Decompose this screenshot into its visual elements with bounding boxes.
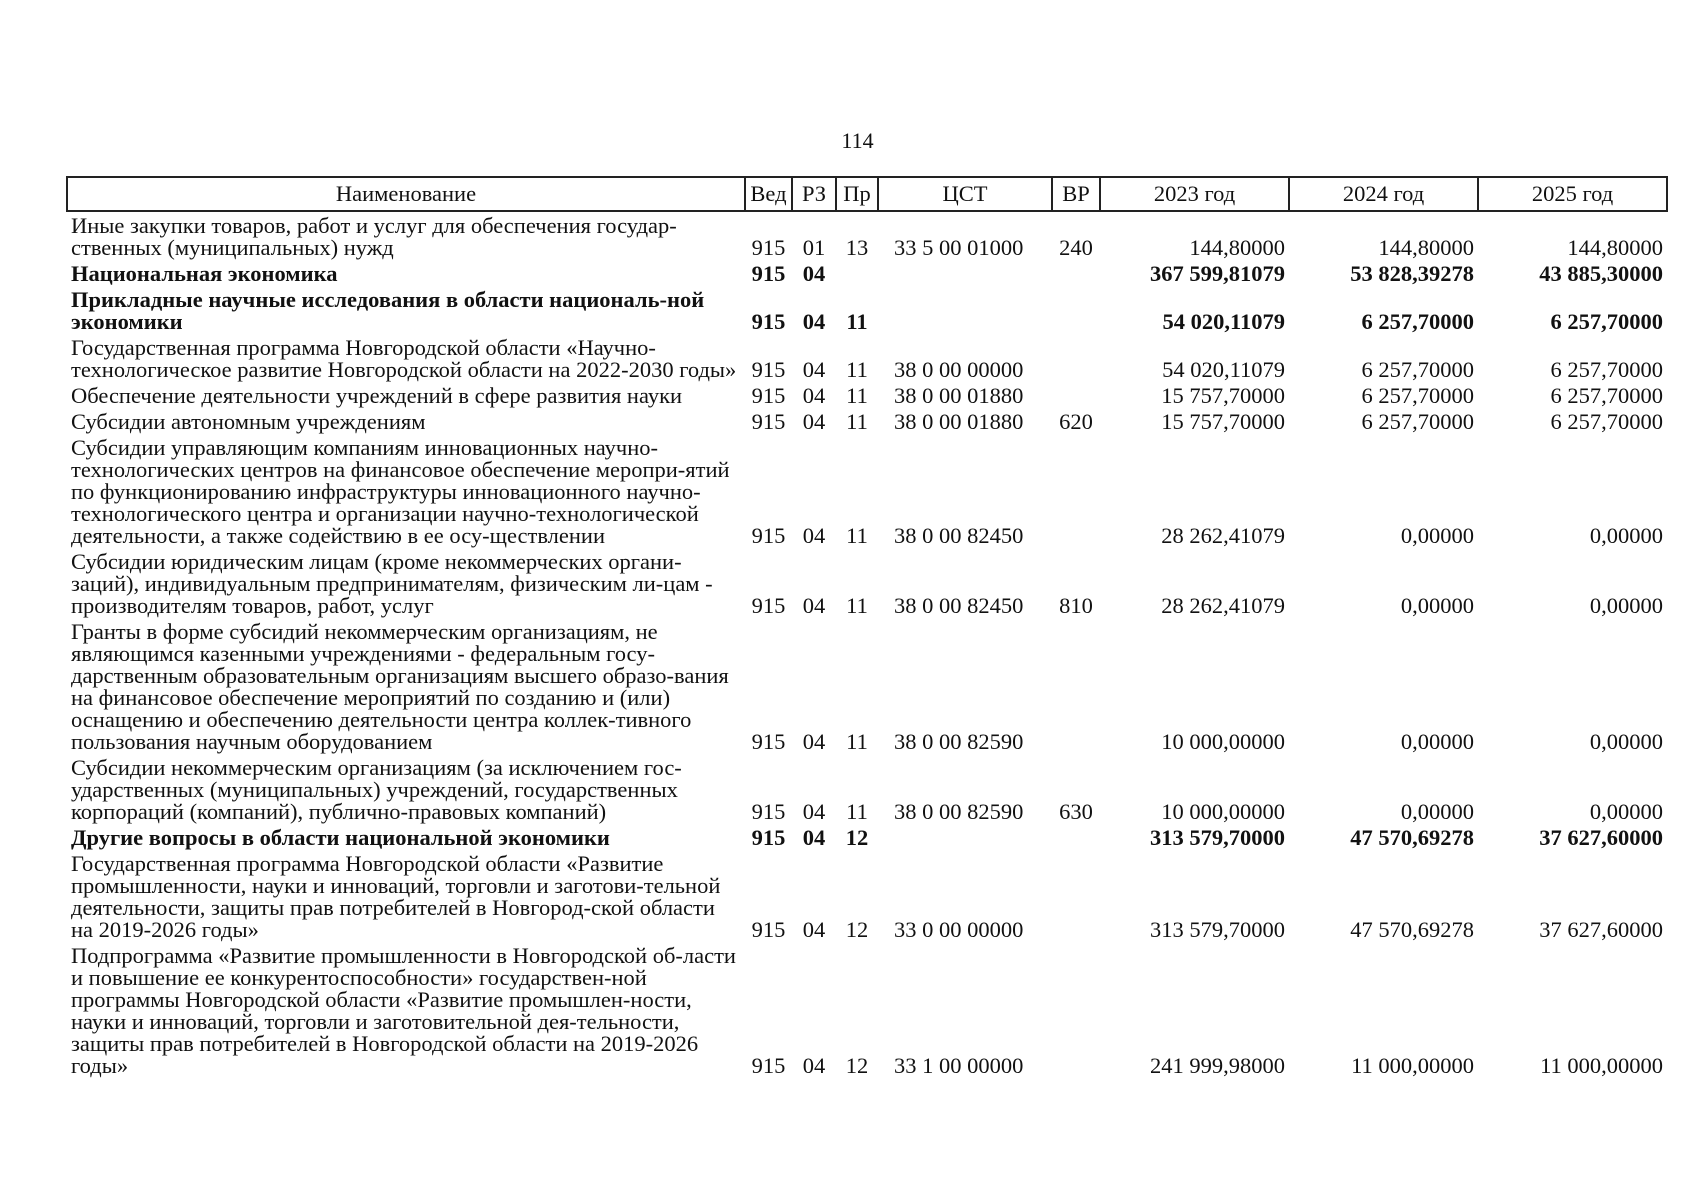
header-vr: ВР <box>1052 177 1100 211</box>
cell-ved: 915 <box>751 523 786 548</box>
cell-pr: 11 <box>846 409 868 434</box>
cell-vr <box>1052 618 1100 754</box>
cell-pr: 11 <box>846 523 868 548</box>
cell-pr: 12 <box>845 1053 869 1078</box>
cell-ved: 915 <box>751 357 786 382</box>
cell-cst: 38 0 00 82590 <box>894 729 1024 754</box>
cell-2024: 6 257,70000 <box>1361 409 1474 434</box>
cell-2023: 241 999,98000 <box>1150 1053 1285 1078</box>
cell-ved: 915 <box>751 409 786 434</box>
cell-2025: 0,00000 <box>1589 799 1663 824</box>
table-row <box>67 211 1667 260</box>
cell-name: Прикладные научные исследования в области националь-ной экономики <box>71 287 705 334</box>
cell-pr: 11 <box>846 729 868 754</box>
cell-ved: 915 <box>751 917 786 942</box>
header-rz: РЗ <box>792 177 836 211</box>
cell-vr <box>1052 334 1100 382</box>
cell-vr: 630 <box>1059 799 1093 824</box>
cell-2024: 47 570,69278 <box>1350 917 1474 942</box>
header-2025: 2025 год <box>1478 177 1667 211</box>
cell-ved: 915 <box>751 261 786 286</box>
cell-2025: 0,00000 <box>1589 523 1663 548</box>
cell-2025: 37 627,60000 <box>1539 917 1663 942</box>
table-row <box>67 548 1667 618</box>
cell-ved: 915 <box>751 799 786 824</box>
cell-cst: 38 0 00 82590 <box>894 799 1024 824</box>
cell-ved: 915 <box>751 235 786 260</box>
table-row <box>67 618 1667 754</box>
cell-name: Обеспечение деятельности учреждений в сфере развития науки <box>71 383 683 408</box>
cell-cst <box>878 286 1052 334</box>
cell-rz: 04 <box>802 917 826 942</box>
cell-name: Национальная экономика <box>71 261 338 286</box>
cell-ved: 915 <box>751 825 786 850</box>
cell-name: Государственная программа Новгородской области «Научно-технологическое развитие Новгородской области на 2022-2030 годы» <box>71 335 737 382</box>
header-name: Наименование <box>67 177 745 211</box>
cell-cst: 38 0 00 01880 <box>894 383 1024 408</box>
cell-vr <box>1052 824 1100 850</box>
cell-pr: 13 <box>845 235 869 260</box>
cell-2023: 367 599,81079 <box>1150 261 1285 286</box>
cell-2025: 6 257,70000 <box>1550 409 1663 434</box>
cell-2023: 313 579,70000 <box>1150 917 1285 942</box>
cell-cst: 33 0 00 00000 <box>894 917 1024 942</box>
cell-name: Подпрограмма «Развитие промышленности в Новгородской об-ласти и повышение ее конкурентоспособности» государствен-ной программы Новгородской области «Развитие промышлен-ности, науки и инноваций, торговли и заготовительной дея-тельности, защиты прав потребителей в Новгородской области на 2019-2026 годы» <box>71 943 736 1078</box>
cell-2025: 11 000,00000 <box>1540 1053 1663 1078</box>
cell-rz: 04 <box>802 825 826 850</box>
cell-rz: 04 <box>802 523 826 548</box>
cell-rz: 04 <box>802 409 826 434</box>
cell-cst <box>878 260 1052 286</box>
cell-2025: 43 885,30000 <box>1539 261 1663 286</box>
cell-pr: 11 <box>846 383 868 408</box>
cell-rz: 04 <box>802 799 826 824</box>
cell-ved: 915 <box>751 383 786 408</box>
cell-name: Субсидии некоммерческим организациям (за исключением гос-ударственных (муниципальных) учреждений, государственных корпораций (компаний), публично-правовых компаний) <box>71 755 682 824</box>
header-2023: 2023 год <box>1100 177 1289 211</box>
cell-vr <box>1052 260 1100 286</box>
cell-2023: 313 579,70000 <box>1150 825 1285 850</box>
cell-ved: 915 <box>751 593 786 618</box>
cell-2023: 15 757,70000 <box>1161 383 1285 408</box>
cell-2025: 144,80000 <box>1567 235 1663 260</box>
cell-name: Субсидии юридическим лицам (кроме некоммерческих органи-заций), индивидуальным предпринимателям, физическим ли-цам - производителям товаров, работ, услуг <box>71 549 713 618</box>
cell-2024: 6 257,70000 <box>1361 309 1474 334</box>
cell-ved: 915 <box>751 729 786 754</box>
table-body <box>67 211 1667 1078</box>
cell-cst: 38 0 00 00000 <box>894 357 1024 382</box>
header-ved: Вед <box>745 177 792 211</box>
cell-2024: 0,00000 <box>1400 729 1474 754</box>
cell-vr <box>1052 942 1100 1078</box>
cell-2023: 28 262,41079 <box>1161 593 1285 618</box>
table-row <box>67 382 1667 408</box>
cell-name: Субсидии управляющим компаниям инновационных научно-технологических центров на финансовое обеспечение меропри-ятий по функционированию инфраструктуры инновационного научно-технологического центра и организации научно-технологической деятельности, а также содействию в ее осу-ществлении <box>71 435 730 548</box>
table-header <box>67 177 1667 211</box>
cell-cst <box>878 824 1052 850</box>
table-row <box>67 260 1667 286</box>
cell-pr: 11 <box>846 309 868 334</box>
cell-rz: 04 <box>802 1053 826 1078</box>
cell-cst: 38 0 00 82450 <box>894 593 1024 618</box>
cell-2025: 6 257,70000 <box>1550 383 1663 408</box>
cell-rz: 01 <box>802 235 826 260</box>
cell-rz: 04 <box>802 357 826 382</box>
cell-rz: 04 <box>802 593 826 618</box>
cell-cst: 33 1 00 00000 <box>894 1053 1024 1078</box>
cell-pr <box>836 260 878 286</box>
cell-vr <box>1052 382 1100 408</box>
header-pr: Пр <box>836 177 878 211</box>
table-row <box>67 286 1667 334</box>
cell-2023: 10 000,00000 <box>1161 729 1285 754</box>
cell-rz: 04 <box>802 729 826 754</box>
header-2024: 2024 год <box>1289 177 1478 211</box>
cell-vr: 620 <box>1059 409 1093 434</box>
cell-2024: 11 000,00000 <box>1351 1053 1474 1078</box>
page-number: 114 <box>841 128 874 153</box>
cell-name: Иные закупки товаров, работ и услуг для обеспечения государ-ственных (муниципальных) нужд <box>71 213 677 260</box>
cell-ved: 915 <box>751 1053 786 1078</box>
table-row <box>67 942 1667 1078</box>
cell-2024: 53 828,39278 <box>1350 261 1474 286</box>
cell-pr: 11 <box>846 593 868 618</box>
cell-cst: 38 0 00 01880 <box>894 409 1024 434</box>
table-row <box>67 334 1667 382</box>
cell-cst: 38 0 00 82450 <box>894 523 1024 548</box>
cell-2025: 37 627,60000 <box>1539 825 1663 850</box>
header-cst: ЦСТ <box>878 177 1052 211</box>
cell-vr <box>1052 850 1100 942</box>
cell-pr: 11 <box>846 357 868 382</box>
table-row <box>67 850 1667 942</box>
cell-2024: 47 570,69278 <box>1350 825 1474 850</box>
cell-vr <box>1052 286 1100 334</box>
cell-2023: 10 000,00000 <box>1161 799 1285 824</box>
cell-2023: 54 020,11079 <box>1162 357 1285 382</box>
cell-2023: 54 020,11079 <box>1162 309 1285 334</box>
cell-2025: 6 257,70000 <box>1550 309 1663 334</box>
table-row <box>67 434 1667 548</box>
budget-table <box>66 176 1668 1078</box>
cell-2024: 6 257,70000 <box>1361 383 1474 408</box>
cell-2025: 0,00000 <box>1589 729 1663 754</box>
cell-cst: 33 5 00 01000 <box>894 235 1024 260</box>
cell-rz: 04 <box>802 383 826 408</box>
cell-2024: 0,00000 <box>1400 799 1474 824</box>
cell-ved: 915 <box>751 309 786 334</box>
cell-vr <box>1052 434 1100 548</box>
cell-name: Субсидии автономным учреждениям <box>71 409 426 434</box>
cell-2024: 0,00000 <box>1400 593 1474 618</box>
cell-vr: 240 <box>1059 235 1093 260</box>
cell-rz: 04 <box>802 261 826 286</box>
cell-pr: 11 <box>846 799 868 824</box>
cell-vr: 810 <box>1059 593 1093 618</box>
cell-pr: 12 <box>845 917 869 942</box>
cell-rz: 04 <box>802 309 826 334</box>
cell-2023: 144,80000 <box>1189 235 1285 260</box>
table-row <box>67 408 1667 434</box>
table-row <box>67 754 1667 824</box>
cell-2023: 28 262,41079 <box>1161 523 1285 548</box>
cell-pr: 12 <box>845 825 869 850</box>
cell-2024: 6 257,70000 <box>1361 357 1474 382</box>
cell-2024: 0,00000 <box>1400 523 1474 548</box>
cell-name: Государственная программа Новгородской области «Развитие промышленности, науки и инноваций, торговли и заготови-тельной деятельности, защиты прав потребителей в Новгород-ской области на 2019-2026 годы» <box>71 851 721 942</box>
cell-name: Другие вопросы в области национальной экономики <box>71 825 610 850</box>
cell-2025: 6 257,70000 <box>1550 357 1663 382</box>
cell-name: Гранты в форме субсидий некоммерческим организациям, не являющимся казенными учреждениями - федеральным госу-дарственным образовательным организациям высшего образо-вания на финансовое обеспечение мероприятий по созданию и (или) оснащению и обеспечению деятельности центра коллек-тивного пользования научным оборудованием <box>71 619 729 754</box>
cell-2023: 15 757,70000 <box>1161 409 1285 434</box>
table-row <box>67 824 1667 850</box>
cell-2025: 0,00000 <box>1589 593 1663 618</box>
cell-2024: 144,80000 <box>1378 235 1474 260</box>
